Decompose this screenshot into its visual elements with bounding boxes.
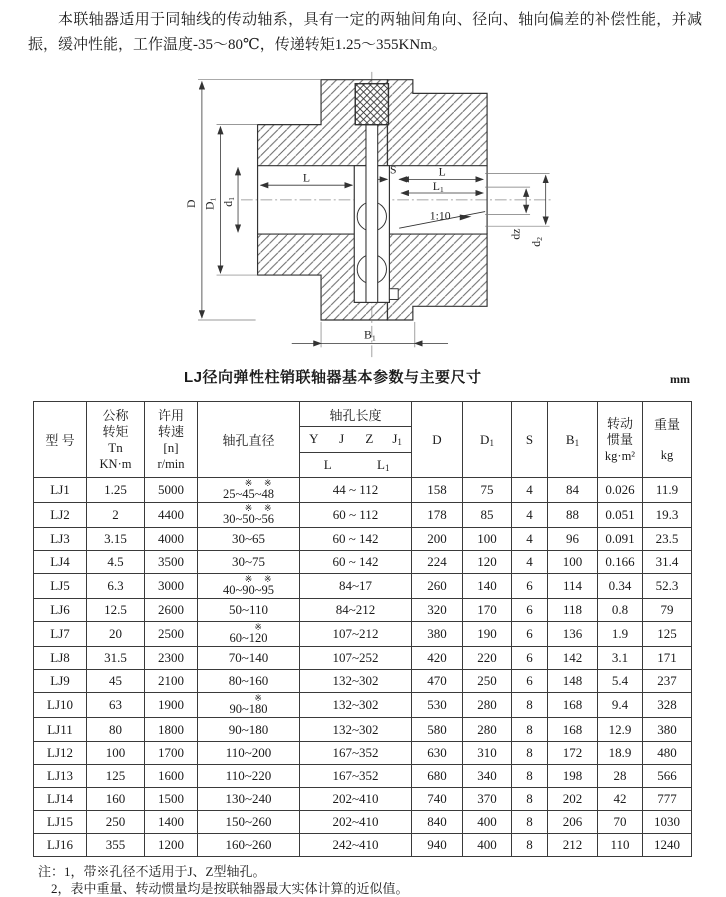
d1-cell: 120 [463, 551, 512, 574]
table-row [34, 833, 692, 856]
star-mark: ※ [244, 503, 253, 513]
d1-cell: 75 [463, 478, 512, 503]
pin-foot [389, 289, 398, 300]
table-row [34, 478, 692, 503]
model-cell: LJ3 [34, 528, 87, 551]
table-row [34, 622, 692, 647]
table-row [34, 503, 692, 528]
d-cell: 580 [412, 718, 463, 741]
weight-cell: 380 [643, 718, 692, 741]
intro-paragraph: 本联轴器适用于同轴线的传动轴系，具有一定的两轴间角向、径向、轴向偏差的补偿性能，并减振，缓冲性能，工作温度-35～80℃，传递转矩1.25～355KNm。 [28, 12, 702, 53]
allowable-speed-cell: 4000 [145, 528, 198, 551]
inertia-cell: 9.4 [598, 693, 643, 718]
allowable-speed-cell: 2100 [145, 670, 198, 693]
weight-cell: 11.9 [643, 478, 692, 503]
s-cell: 8 [512, 741, 548, 764]
parameters-table [33, 401, 692, 857]
b1-cell: 88 [548, 503, 598, 528]
s-cell: 4 [512, 478, 548, 503]
header-bore-length-L: L $L_1$ [323, 456, 390, 473]
inertia-cell: 18.9 [598, 741, 643, 764]
table-row [34, 528, 692, 551]
header-D: D [412, 402, 463, 478]
dim-label-L-right: L [438, 165, 446, 179]
allowable-speed-cell: 1200 [145, 833, 198, 856]
bore-length-cell: 167~352 [300, 741, 412, 764]
bore-diameter-cell: 40 ~ ※ 90 ~ ※ 95 [198, 574, 300, 599]
d1-cell: 140 [463, 574, 512, 599]
table-row [34, 693, 692, 718]
allowable-speed-cell: 3500 [145, 551, 198, 574]
bore-diameter-cell: 90 ~ ※ 180 [198, 693, 300, 718]
elastic-pin-nut-hatch [355, 84, 388, 125]
s-cell: 8 [512, 810, 548, 833]
bore-length-cell: 60 ~ 142 [300, 551, 412, 574]
s-cell: 8 [512, 693, 548, 718]
model-cell: LJ10 [34, 693, 87, 718]
table-row [34, 718, 692, 741]
model-cell: LJ16 [34, 833, 87, 856]
table-row [34, 764, 692, 787]
bore-length-cell: 84~17 [300, 574, 412, 599]
b1-cell: 168 [548, 693, 598, 718]
s-cell: 8 [512, 764, 548, 787]
allowable-speed-cell: 1700 [145, 741, 198, 764]
model-cell: LJ14 [34, 787, 87, 810]
header-allowable-speed: 许用 转速 [n] r/min [145, 402, 198, 478]
inertia-cell: 1.9 [598, 622, 643, 647]
coupling-section-drawing [150, 68, 580, 361]
star-mark: ※ [263, 503, 272, 513]
weight-cell: 171 [643, 647, 692, 670]
model-cell: LJ4 [34, 551, 87, 574]
nominal-torque-cell: 160 [87, 787, 145, 810]
dim-label-L1: L1 [432, 180, 444, 195]
bore-length-cell: 132~302 [300, 670, 412, 693]
s-cell: 8 [512, 787, 548, 810]
b1-cell: 96 [548, 528, 598, 551]
table-row [34, 599, 692, 622]
dim-label-S: S [390, 163, 397, 177]
model-cell: LJ7 [34, 622, 87, 647]
unit-label: mm [670, 372, 690, 386]
right-flange-lower [387, 234, 487, 320]
bore-diameter-cell: 70~140 [198, 647, 300, 670]
dim-label-D1: D1 [203, 197, 218, 210]
taper-label: 1:10 [429, 209, 451, 223]
footnotes [38, 864, 726, 897]
inertia-cell: 0.34 [598, 574, 643, 599]
dim-label-d1: d1 [222, 196, 237, 207]
d1-cell: 220 [463, 647, 512, 670]
coupling-section-figure [150, 68, 580, 361]
bore-length-cell: 60 ~ 112 [300, 503, 412, 528]
weight-cell: 1030 [643, 810, 692, 833]
model-cell: LJ8 [34, 647, 87, 670]
s-cell: 6 [512, 574, 548, 599]
table-row [34, 551, 692, 574]
dim-label-dz: dz [509, 228, 523, 240]
d-cell: 630 [412, 741, 463, 764]
s-cell: 8 [512, 833, 548, 856]
b1-cell: 114 [548, 574, 598, 599]
bore-length-cell: 44 ~ 112 [300, 478, 412, 503]
bore-length-cell: 60 ~ 142 [300, 528, 412, 551]
header-D1: $D_1$ [463, 402, 512, 478]
b1-cell: 168 [548, 718, 598, 741]
d-cell: 840 [412, 810, 463, 833]
b1-cell: 198 [548, 764, 598, 787]
bore-diameter-cell: 90~180 [198, 718, 300, 741]
model-cell: LJ2 [34, 503, 87, 528]
nominal-torque-cell: 45 [87, 670, 145, 693]
header-bore-length-title: 轴孔长度 [300, 402, 411, 427]
header-row [34, 402, 692, 478]
inertia-cell: 110 [598, 833, 643, 856]
bore-diameter-cell: 30~65 [198, 528, 300, 551]
d1-cell: 370 [463, 787, 512, 810]
weight-cell: 23.5 [643, 528, 692, 551]
header-model: 型 号 [34, 402, 87, 478]
bore-diameter-cell: 110~220 [198, 764, 300, 787]
star-mark: ※ [254, 693, 262, 704]
dim-label-d2: d2 [529, 236, 544, 247]
b1-cell: 84 [548, 478, 598, 503]
bore-length-cell: 107~212 [300, 622, 412, 647]
d1-cell: 85 [463, 503, 512, 528]
weight-cell: 328 [643, 693, 692, 718]
model-cell: LJ11 [34, 718, 87, 741]
model-cell: LJ1 [34, 478, 87, 503]
bore-length-cell: 132~302 [300, 718, 412, 741]
nominal-torque-cell: 6.3 [87, 574, 145, 599]
weight-cell: 566 [643, 764, 692, 787]
d1-cell: 100 [463, 528, 512, 551]
b1-cell: 118 [548, 599, 598, 622]
s-cell: 8 [512, 718, 548, 741]
d1-cell: 280 [463, 693, 512, 718]
model-cell: LJ9 [34, 670, 87, 693]
table-row [34, 647, 692, 670]
bore-diameter-cell: 50~110 [198, 599, 300, 622]
weight-cell: 52.3 [643, 574, 692, 599]
inertia-cell: 5.4 [598, 670, 643, 693]
header-S: S [512, 402, 548, 478]
d-cell: 380 [412, 622, 463, 647]
d1-cell: 190 [463, 622, 512, 647]
bore-diameter-cell: 150~260 [198, 810, 300, 833]
d-cell: 320 [412, 599, 463, 622]
bore-length-cell: 167~352 [300, 764, 412, 787]
d1-cell: 170 [463, 599, 512, 622]
nominal-torque-cell: 80 [87, 718, 145, 741]
model-cell: LJ13 [34, 764, 87, 787]
header-inertia: 转动 惯量 kg·m² [598, 402, 643, 478]
nominal-torque-cell: 1.25 [87, 478, 145, 503]
b1-cell: 206 [548, 810, 598, 833]
nominal-torque-cell: 63 [87, 693, 145, 718]
table-caption-bar [36, 365, 690, 387]
star-mark: ※ [244, 478, 253, 488]
s-cell: 6 [512, 599, 548, 622]
star-mark: ※ [263, 478, 272, 488]
nominal-torque-cell: 125 [87, 764, 145, 787]
d1-cell: 250 [463, 670, 512, 693]
d-cell: 260 [412, 574, 463, 599]
right-flange-upper [387, 80, 487, 166]
bore-length-cell: 242~410 [300, 833, 412, 856]
bore-diameter-cell: 160~260 [198, 833, 300, 856]
allowable-speed-cell: 2600 [145, 599, 198, 622]
weight-cell: 480 [643, 741, 692, 764]
bore-diameter-cell: 25 ~ ※ 45 ~ ※ 48 [198, 478, 300, 503]
table-body [34, 478, 692, 857]
bore-diameter-cell: 30~75 [198, 551, 300, 574]
b1-cell: 148 [548, 670, 598, 693]
header-nominal-torque: 公称 转矩 Tn KN·m [87, 402, 145, 478]
footnote-1: 注：1，带※孔径不适用于J、Z型轴孔。 [38, 864, 266, 880]
star-mark: ※ [254, 622, 262, 633]
s-cell: 6 [512, 622, 548, 647]
nominal-torque-cell: 12.5 [87, 599, 145, 622]
allowable-speed-cell: 2300 [145, 647, 198, 670]
weight-cell: 31.4 [643, 551, 692, 574]
bore-length-cell: 202~410 [300, 787, 412, 810]
s-cell: 4 [512, 551, 548, 574]
dim-label-L-left: L [302, 171, 310, 185]
nominal-torque-cell: 4.5 [87, 551, 145, 574]
weight-cell: 19.3 [643, 503, 692, 528]
allowable-speed-cell: 2500 [145, 622, 198, 647]
nominal-torque-cell: 20 [87, 622, 145, 647]
d-cell: 224 [412, 551, 463, 574]
table-title: LJ径向弹性柱销联轴器基本参数与主要尺寸 [184, 369, 482, 386]
nominal-torque-cell: 355 [87, 833, 145, 856]
bore-length-cell: 107~252 [300, 647, 412, 670]
dim-label-B1: B1 [364, 328, 376, 343]
b1-cell: 212 [548, 833, 598, 856]
d-cell: 470 [412, 670, 463, 693]
allowable-speed-cell: 4400 [145, 503, 198, 528]
inertia-cell: 0.166 [598, 551, 643, 574]
allowable-speed-cell: 1600 [145, 764, 198, 787]
header-bore-length [300, 402, 412, 478]
d-cell: 200 [412, 528, 463, 551]
d-cell: 740 [412, 787, 463, 810]
pin-rod [366, 125, 378, 303]
nominal-torque-cell: 100 [87, 741, 145, 764]
b1-cell: 142 [548, 647, 598, 670]
d-cell: 530 [412, 693, 463, 718]
bore-diameter-cell: 30 ~ ※ 50 ~ ※ 56 [198, 503, 300, 528]
allowable-speed-cell: 1900 [145, 693, 198, 718]
weight-cell: 125 [643, 622, 692, 647]
inertia-cell: 28 [598, 764, 643, 787]
weight-cell: 237 [643, 670, 692, 693]
allowable-speed-cell: 3000 [145, 574, 198, 599]
bore-diameter-cell: 60 ~ ※ 120 [198, 622, 300, 647]
header-bore-diameter: 轴孔直径 [198, 402, 300, 478]
bore-length-cell: 202~410 [300, 810, 412, 833]
s-cell: 4 [512, 503, 548, 528]
inertia-cell: 0.8 [598, 599, 643, 622]
d-cell: 178 [412, 503, 463, 528]
model-cell: LJ5 [34, 574, 87, 599]
footnote-2: 2，表中重量、转动惯量均是按联轴器最大实体计算的近似值。 [51, 881, 409, 897]
d-cell: 420 [412, 647, 463, 670]
nominal-torque-cell: 3.15 [87, 528, 145, 551]
nominal-torque-cell: 250 [87, 810, 145, 833]
inertia-cell: 0.091 [598, 528, 643, 551]
inertia-cell: 42 [598, 787, 643, 810]
d1-cell: 400 [463, 833, 512, 856]
inertia-cell: 3.1 [598, 647, 643, 670]
table-row [34, 741, 692, 764]
allowable-speed-cell: 1500 [145, 787, 198, 810]
table-row [34, 574, 692, 599]
d1-cell: 310 [463, 741, 512, 764]
b1-cell: 202 [548, 787, 598, 810]
d-cell: 158 [412, 478, 463, 503]
table-row [34, 787, 692, 810]
nominal-torque-cell: 2 [87, 503, 145, 528]
table-row [34, 670, 692, 693]
d1-cell: 340 [463, 764, 512, 787]
bore-length-cell: 84~212 [300, 599, 412, 622]
s-cell: 6 [512, 647, 548, 670]
b1-cell: 136 [548, 622, 598, 647]
header-bore-length-types: Y J Z $J_1$ [300, 427, 411, 452]
bore-diameter-cell: 80~160 [198, 670, 300, 693]
bore-diameter-cell: 130~240 [198, 787, 300, 810]
star-mark: ※ [244, 574, 253, 585]
d-cell: 680 [412, 764, 463, 787]
weight-cell: 1240 [643, 833, 692, 856]
inertia-cell: 12.9 [598, 718, 643, 741]
star-mark: ※ [263, 574, 272, 585]
weight-cell: 79 [643, 599, 692, 622]
model-cell: LJ15 [34, 810, 87, 833]
s-cell: 6 [512, 670, 548, 693]
allowable-speed-cell: 5000 [145, 478, 198, 503]
model-cell: LJ6 [34, 599, 87, 622]
bore-length-cell: 132~302 [300, 693, 412, 718]
d1-cell: 400 [463, 810, 512, 833]
header-B1: $B_1$ [548, 402, 598, 478]
inertia-cell: 0.026 [598, 478, 643, 503]
s-cell: 4 [512, 528, 548, 551]
table-row [34, 810, 692, 833]
dim-label-D: D [185, 199, 199, 208]
allowable-speed-cell: 1800 [145, 718, 198, 741]
bore-diameter-cell: 110~200 [198, 741, 300, 764]
weight-cell: 777 [643, 787, 692, 810]
inertia-cell: 70 [598, 810, 643, 833]
header-weight: 重量 kg [643, 402, 692, 478]
d1-cell: 280 [463, 718, 512, 741]
allowable-speed-cell: 1400 [145, 810, 198, 833]
nominal-torque-cell: 31.5 [87, 647, 145, 670]
inertia-cell: 0.051 [598, 503, 643, 528]
b1-cell: 172 [548, 741, 598, 764]
b1-cell: 100 [548, 551, 598, 574]
d-cell: 940 [412, 833, 463, 856]
model-cell: LJ12 [34, 741, 87, 764]
